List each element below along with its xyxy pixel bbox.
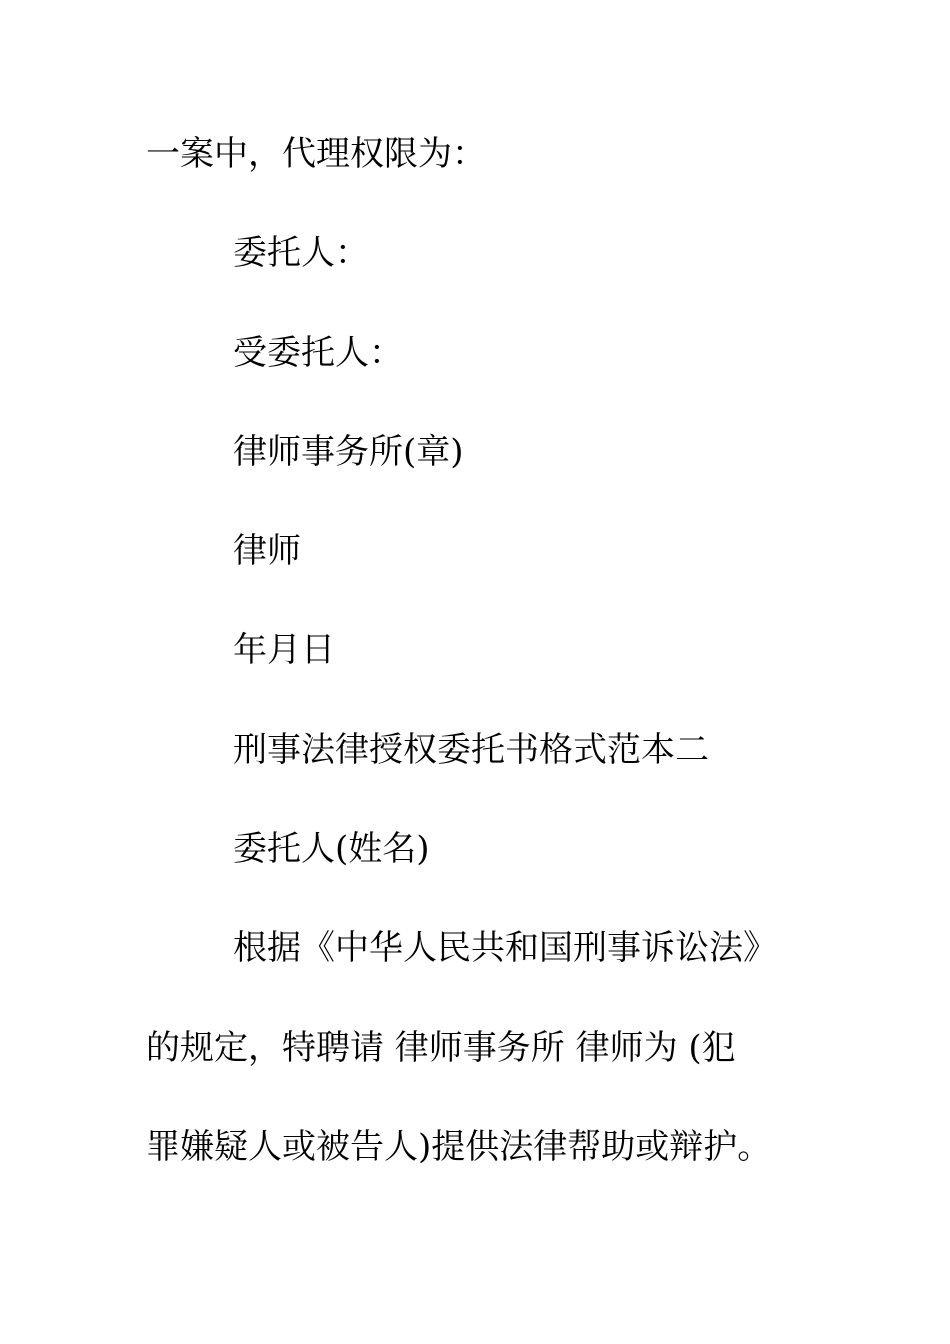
text-line-paragraph-start: 根据《中华人民共和国刑事诉讼法》 (233, 928, 777, 968)
text-line-lawyer: 律师 (233, 531, 301, 571)
text-line-case-authority: 一案中，代理权限为： (146, 134, 486, 174)
text-line-agent: 受委托人： (233, 333, 403, 373)
text-line-paragraph-middle: 的规定，特聘请 律师事务所 律师为 (犯 (146, 1028, 736, 1068)
text-line-date: 年月日 (233, 630, 335, 670)
text-line-paragraph-end: 罪嫌疑人或被告人)提供法律帮助或辩护。 (146, 1127, 772, 1167)
text-line-principal-name: 委托人(姓名) (233, 829, 430, 869)
text-line-section-title: 刑事法律授权委托书格式范本二 (233, 730, 709, 770)
text-line-principal: 委托人： (233, 233, 369, 273)
text-line-law-firm-seal: 律师事务所(章) (233, 432, 464, 472)
